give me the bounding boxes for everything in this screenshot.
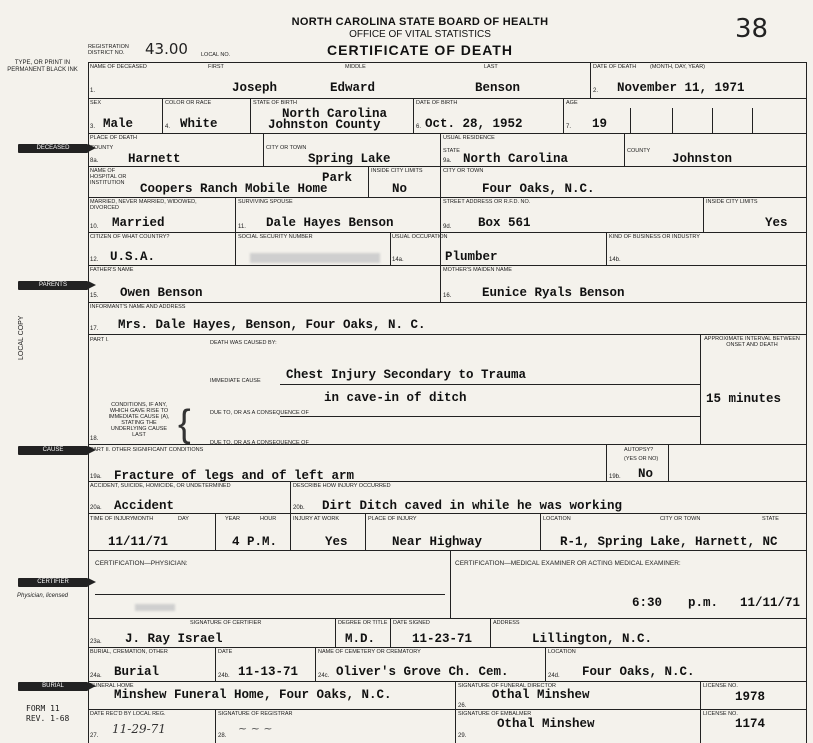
other-conditions: Fracture of legs and of left arm bbox=[114, 469, 355, 483]
label-citizen: CITIZEN OF WHAT COUNTRY? bbox=[90, 234, 170, 240]
label-first: FIRST bbox=[208, 64, 224, 70]
rule bbox=[390, 232, 391, 265]
director-license: 1978 bbox=[735, 690, 766, 704]
label-interval: APPROXIMATE INTERVAL BETWEEN ONSET AND DEATH bbox=[704, 336, 800, 348]
rule bbox=[668, 444, 669, 481]
rule bbox=[390, 618, 391, 647]
office-name: OFFICE OF VITAL STATISTICS bbox=[349, 29, 491, 40]
father-name: Owen Benson bbox=[120, 286, 203, 300]
rule bbox=[88, 197, 806, 198]
field-num-10: 10. bbox=[90, 224, 99, 230]
residence-county: Johnston bbox=[672, 152, 733, 166]
occupation: Plumber bbox=[445, 250, 498, 264]
field-num-24c: 24c. bbox=[318, 673, 330, 679]
label-part-ii: PART II. OTHER SIGNIFICANT CONDITIONS bbox=[90, 447, 204, 453]
field-num-2: 2. bbox=[593, 88, 599, 94]
label-time-of-injury: TIME OF INJURY bbox=[90, 516, 134, 522]
informant-value: Mrs. Dale Hayes, Benson, Four Oaks, N. C. bbox=[118, 318, 426, 332]
label-autopsy-yesno: (YES OR NO) bbox=[624, 456, 659, 462]
rule bbox=[315, 647, 316, 681]
field-num-9a: 9a. bbox=[443, 158, 452, 164]
rule bbox=[88, 265, 806, 266]
cemetery-name: Oliver's Grove Ch. Cem. bbox=[336, 665, 509, 679]
inside-limits-residence: Yes bbox=[765, 216, 788, 230]
field-num-20a: 20a. bbox=[90, 505, 102, 511]
ink-note: TYPE, OR PRINT IN PERMANENT BLACK INK bbox=[7, 60, 78, 73]
interval-value: 15 minutes bbox=[706, 392, 782, 406]
rule bbox=[490, 618, 491, 647]
field-num-26: 26. bbox=[458, 703, 467, 709]
field-num-19a: 19a. bbox=[90, 474, 102, 480]
agency-name: NORTH CAROLINA STATE BOARD OF HEALTH bbox=[291, 16, 549, 28]
label-last: LAST bbox=[484, 64, 498, 70]
form-right-border bbox=[806, 62, 807, 743]
label-occupation: USUAL OCCUPATION bbox=[392, 234, 448, 240]
rule bbox=[235, 232, 236, 265]
label-autopsy: AUTOPSY? bbox=[624, 447, 654, 453]
rule bbox=[624, 133, 625, 166]
certifier-date-signed: 11-23-71 bbox=[412, 632, 473, 646]
date-of-death: November 11, 1971 bbox=[617, 81, 745, 95]
rule bbox=[215, 513, 216, 550]
label-injury-at-work: INJURY AT WORK bbox=[293, 516, 340, 522]
institution-name: Coopers Ranch Mobile Home bbox=[140, 182, 328, 196]
rule bbox=[606, 232, 607, 265]
rule bbox=[630, 108, 631, 133]
label-inside-city-limits: INSIDE CITY LIMITS bbox=[371, 168, 423, 174]
label-signature-embalmer: SIGNATURE OF EMBALMER bbox=[458, 711, 532, 717]
state-of-birth-line1: North Carolina bbox=[282, 107, 388, 121]
label-address: ADDRESS bbox=[493, 620, 520, 626]
label-license-no: LICENSE NO. bbox=[703, 683, 738, 689]
rule bbox=[88, 709, 806, 710]
field-num-15: 15. bbox=[90, 293, 99, 299]
age-value: 19 bbox=[592, 117, 608, 131]
death-city: Spring Lake bbox=[308, 152, 391, 166]
label-degree: DEGREE OR TITLE bbox=[338, 620, 388, 626]
field-num-4: 4. bbox=[165, 124, 171, 130]
field-num-8a: 8a. bbox=[90, 158, 99, 164]
label-describe-injury: DESCRIBE HOW INJURY OCCURRED bbox=[293, 483, 391, 489]
page-title: CERTIFICATE OF DEATH bbox=[327, 42, 513, 58]
label-street-address: STREET ADDRESS OR R.F.D. NO. bbox=[443, 199, 531, 205]
label-conditions-note: CONDITIONS, IF ANY, WHICH GAVE RISE TO IMMEDIATE CAUSE (A), STATING THE UNDERLYING CAUSE LAST bbox=[108, 402, 170, 438]
label-accident: ACCIDENT, SUICIDE, HOMICIDE, OR UNDETERMINED bbox=[90, 483, 231, 489]
label-hospital: NAME OF HOSPITAL OR INSTITUTION bbox=[90, 168, 127, 186]
label-place-of-injury: PLACE OF INJURY bbox=[368, 516, 417, 522]
form-left-border bbox=[88, 62, 89, 743]
pronounced-time: 6:30 bbox=[632, 596, 663, 610]
field-num-16: 16. bbox=[443, 293, 452, 299]
rule bbox=[88, 550, 806, 551]
rule bbox=[280, 416, 700, 417]
label-color-or-race: COLOR OR RACE bbox=[165, 100, 212, 106]
rule bbox=[235, 197, 236, 232]
citizenship: U.S.A. bbox=[110, 250, 156, 264]
label-day: DAY bbox=[178, 516, 189, 522]
cause-a: Chest Injury Secondary to Trauma bbox=[286, 368, 527, 382]
label-cemetery: NAME OF CEMETERY OR CREMATORY bbox=[318, 649, 421, 655]
label-burial-cremation: BURIAL, CREMATION, OTHER bbox=[90, 649, 168, 655]
label-place-of-death: PLACE OF DEATH bbox=[90, 135, 137, 141]
label-city-or-town: CITY OR TOWN bbox=[266, 145, 307, 151]
label-hour: HOUR bbox=[260, 516, 277, 522]
pronounced-pm: p.m. bbox=[688, 596, 719, 610]
label-state: STATE bbox=[443, 148, 460, 154]
field-num-17: 17. bbox=[90, 326, 99, 332]
label-month: MONTH bbox=[133, 516, 154, 522]
rule bbox=[88, 513, 806, 514]
label-certification-physician: CERTIFICATION—PHYSICIAN: bbox=[95, 560, 188, 567]
field-num-1: 1. bbox=[90, 88, 96, 94]
rule bbox=[88, 647, 806, 648]
rule bbox=[215, 709, 216, 743]
field-num-24b: 24b. bbox=[218, 673, 230, 679]
label-business: KIND OF BUSINESS OR INDUSTRY bbox=[609, 234, 700, 240]
residence-state: North Carolina bbox=[463, 152, 569, 166]
autopsy-value: No bbox=[638, 467, 654, 481]
place-of-injury: Near Highway bbox=[392, 535, 483, 549]
cause-b: in cave-in of ditch bbox=[324, 391, 467, 405]
certifier-address: Lillington, N.C. bbox=[532, 632, 653, 646]
rule bbox=[290, 481, 291, 513]
rule bbox=[700, 681, 701, 743]
surviving-spouse: Dale Hayes Benson bbox=[266, 216, 394, 230]
rule bbox=[88, 62, 806, 63]
rule bbox=[455, 681, 456, 743]
rule bbox=[413, 98, 414, 133]
field-num-24d: 24d. bbox=[548, 673, 560, 679]
certifier-degree: M.D. bbox=[345, 632, 376, 646]
brace: { bbox=[178, 403, 191, 445]
injury-at-work-value: Yes bbox=[325, 535, 348, 549]
rule bbox=[752, 108, 753, 133]
form-revision: REV. 1-68 bbox=[26, 714, 70, 723]
rule bbox=[88, 166, 806, 167]
section-tab-deceased: DECEASED bbox=[18, 144, 88, 153]
residence-city: Four Oaks, N.C. bbox=[482, 182, 595, 196]
field-num-19b: 19b. bbox=[609, 474, 621, 480]
rule bbox=[606, 444, 607, 481]
registrar-signature: ~ ~ ~ bbox=[238, 722, 273, 735]
label-burial-date: DATE bbox=[218, 649, 233, 655]
rule bbox=[263, 133, 264, 166]
rule bbox=[450, 550, 451, 618]
rule bbox=[88, 618, 806, 619]
label-immediate-cause: IMMEDIATE CAUSE bbox=[210, 378, 261, 384]
label-ssn: SOCIAL SECURITY NUMBER bbox=[238, 234, 313, 240]
date-received-value: 11-29-71 bbox=[112, 722, 166, 736]
cemetery-location: Four Oaks, N.C. bbox=[582, 665, 695, 679]
label-embalmer-license: LICENSE NO. bbox=[703, 711, 738, 717]
label-state-of-birth: STATE OF BIRTH bbox=[253, 100, 298, 106]
label-cemetery-location: LOCATION bbox=[548, 649, 576, 655]
rule bbox=[88, 232, 806, 233]
state-of-birth-line2: Johnston County bbox=[268, 118, 381, 132]
label-marital-status: MARRIED, NEVER MARRIED, WIDOWED, DIVORCED bbox=[90, 199, 197, 211]
label-location: LOCATION bbox=[543, 516, 571, 522]
certifier-name: J. Ray Israel bbox=[125, 632, 223, 646]
field-num-28: 28. bbox=[218, 733, 227, 739]
injury-hour: 4 P.M. bbox=[232, 535, 278, 549]
local-no-label: LOCAL NO. bbox=[201, 52, 231, 58]
rule bbox=[563, 98, 564, 133]
registration-district-value: 43.00 bbox=[145, 40, 188, 58]
rule bbox=[368, 166, 369, 197]
label-date-signed: DATE SIGNED bbox=[393, 620, 430, 626]
funeral-home-name: Minshew Funeral Home, Four Oaks, N.C. bbox=[114, 688, 392, 702]
label-res-inside-limits: INSIDE CITY LIMITS bbox=[706, 199, 758, 205]
label-father: FATHER'S NAME bbox=[90, 267, 134, 273]
field-num-29: 29. bbox=[458, 733, 467, 739]
redacted-physician-date bbox=[135, 604, 175, 611]
rule bbox=[540, 513, 541, 550]
label-sex: SEX bbox=[90, 100, 102, 106]
label-informant: INFORMANT'S NAME AND ADDRESS bbox=[90, 304, 186, 310]
label-year: YEAR bbox=[225, 516, 240, 522]
inside-limits-death: No bbox=[392, 182, 408, 196]
field-num-14b: 14b. bbox=[609, 257, 621, 263]
registration-district-label: REGISTRATION DISTRICT NO. bbox=[88, 44, 129, 56]
disposition: Burial bbox=[114, 665, 160, 679]
embalmer-signature: Othal Minshew bbox=[497, 717, 595, 731]
rule bbox=[88, 98, 806, 99]
field-num-23a: 23a. bbox=[90, 639, 102, 645]
section-tab-certifier: CERTIFIER bbox=[18, 578, 88, 587]
label-injury-city: CITY OR TOWN bbox=[660, 516, 701, 522]
label-name-of-deceased: NAME OF DECEASED bbox=[90, 64, 147, 70]
rule bbox=[88, 334, 806, 335]
rule bbox=[700, 334, 701, 444]
rule bbox=[290, 513, 291, 550]
rule bbox=[335, 618, 336, 647]
field-num-9d: 9d. bbox=[443, 224, 452, 230]
rule bbox=[280, 384, 700, 385]
label-signature-registrar: SIGNATURE OF REGISTRAR bbox=[218, 711, 293, 717]
sex-value: Male bbox=[103, 117, 134, 131]
rule bbox=[250, 98, 251, 133]
rule bbox=[545, 647, 546, 681]
rule bbox=[162, 98, 163, 133]
pronounced-date: 11/11/71 bbox=[740, 596, 801, 610]
label-surviving-spouse: SURVIVING SPOUSE bbox=[238, 199, 293, 205]
institution-line2: Park bbox=[322, 171, 353, 185]
rule bbox=[88, 444, 806, 445]
injury-location: R-1, Spring Lake, Harnett, NC bbox=[560, 535, 778, 549]
rule bbox=[672, 108, 673, 133]
label-date-of-birth: DATE OF BIRTH bbox=[416, 100, 458, 106]
rule bbox=[440, 265, 441, 302]
label-certification-me: CERTIFICATION—MEDICAL EXAMINER OR ACTING MEDICAL EXAMINER: bbox=[455, 560, 681, 567]
label-date-of-death: DATE OF DEATH bbox=[593, 64, 637, 70]
rule bbox=[215, 647, 216, 681]
street-address: Box 561 bbox=[478, 216, 531, 230]
label-part-i: PART I. bbox=[90, 337, 109, 343]
label-res-county: COUNTY bbox=[627, 148, 651, 154]
label-signature-certifier: SIGNATURE OF CERTIFIER bbox=[190, 620, 262, 626]
field-num-12: 12. bbox=[90, 257, 99, 263]
label-due-to-c: DUE TO, OR AS A CONSEQUENCE OF bbox=[210, 440, 309, 446]
section-tab-burial: BURIAL bbox=[18, 682, 88, 691]
field-num-3: 3. bbox=[90, 124, 96, 130]
rule bbox=[95, 594, 445, 595]
field-num-14a: 14a. bbox=[392, 257, 404, 263]
death-county: Harnett bbox=[128, 152, 181, 166]
file-number: 38 bbox=[735, 14, 769, 44]
field-num-20b: 20b. bbox=[293, 505, 305, 511]
rule bbox=[88, 681, 806, 682]
deceased-last-name: Benson bbox=[475, 81, 521, 95]
injury-description: Dirt Ditch caved in while he was working bbox=[322, 499, 623, 513]
funeral-director-signature: Othal Minshew bbox=[492, 688, 590, 702]
field-num-24a: 24a. bbox=[90, 673, 102, 679]
certifier-sub-note: Physician, licensed bbox=[16, 593, 69, 599]
section-tab-parents: PARENTS bbox=[18, 281, 88, 290]
rule bbox=[703, 197, 704, 232]
field-num-18: 18. bbox=[90, 436, 99, 442]
deceased-middle-name: Edward bbox=[330, 81, 376, 95]
local-copy-note: LOCAL COPY bbox=[18, 315, 25, 360]
label-age: AGE bbox=[566, 100, 578, 106]
mother-name: Eunice Ryals Benson bbox=[482, 286, 625, 300]
field-num-6: 6. bbox=[416, 124, 422, 130]
rule bbox=[590, 62, 591, 98]
label-middle: MIDDLE bbox=[345, 64, 366, 70]
label-due-to-b: DUE TO, OR AS A CONSEQUENCE OF bbox=[210, 410, 309, 416]
section-tab-cause: CAUSE bbox=[18, 446, 88, 455]
rule bbox=[88, 302, 806, 303]
form-number: FORM 11 bbox=[26, 704, 60, 713]
burial-date: 11-13-71 bbox=[238, 665, 299, 679]
deceased-first-name: Joseph bbox=[232, 81, 278, 95]
label-month-day-year: (MONTH, DAY, YEAR) bbox=[650, 64, 706, 70]
embalmer-license: 1174 bbox=[735, 717, 766, 731]
rule bbox=[365, 513, 366, 550]
label-death-caused-by: DEATH WAS CAUSED BY: bbox=[210, 340, 277, 346]
rule bbox=[88, 133, 806, 134]
label-funeral-home: FUNERAL HOME bbox=[90, 683, 134, 689]
injury-date: 11/11/71 bbox=[108, 535, 169, 549]
label-injury-state: STATE bbox=[762, 516, 779, 522]
race-value: White bbox=[180, 117, 218, 131]
label-funeral-director: SIGNATURE OF FUNERAL DIRECTOR bbox=[458, 683, 556, 689]
field-num-27: 27. bbox=[90, 733, 99, 739]
label-county: COUNTY bbox=[90, 145, 114, 151]
redacted-ssn bbox=[250, 253, 380, 263]
label-usual-residence: USUAL RESIDENCE bbox=[443, 135, 495, 141]
label-mother: MOTHER'S MAIDEN NAME bbox=[443, 267, 512, 273]
label-res-city: CITY OR TOWN bbox=[443, 168, 484, 174]
rule bbox=[712, 108, 713, 133]
date-of-birth: Oct. 28, 1952 bbox=[425, 117, 523, 131]
field-num-7: 7. bbox=[566, 124, 572, 130]
field-num-11: 11. bbox=[238, 224, 246, 230]
label-date-received: DATE REC'D BY LOCAL REG. bbox=[90, 711, 166, 717]
marital-status: Married bbox=[112, 216, 165, 230]
manner-of-death: Accident bbox=[114, 499, 175, 513]
